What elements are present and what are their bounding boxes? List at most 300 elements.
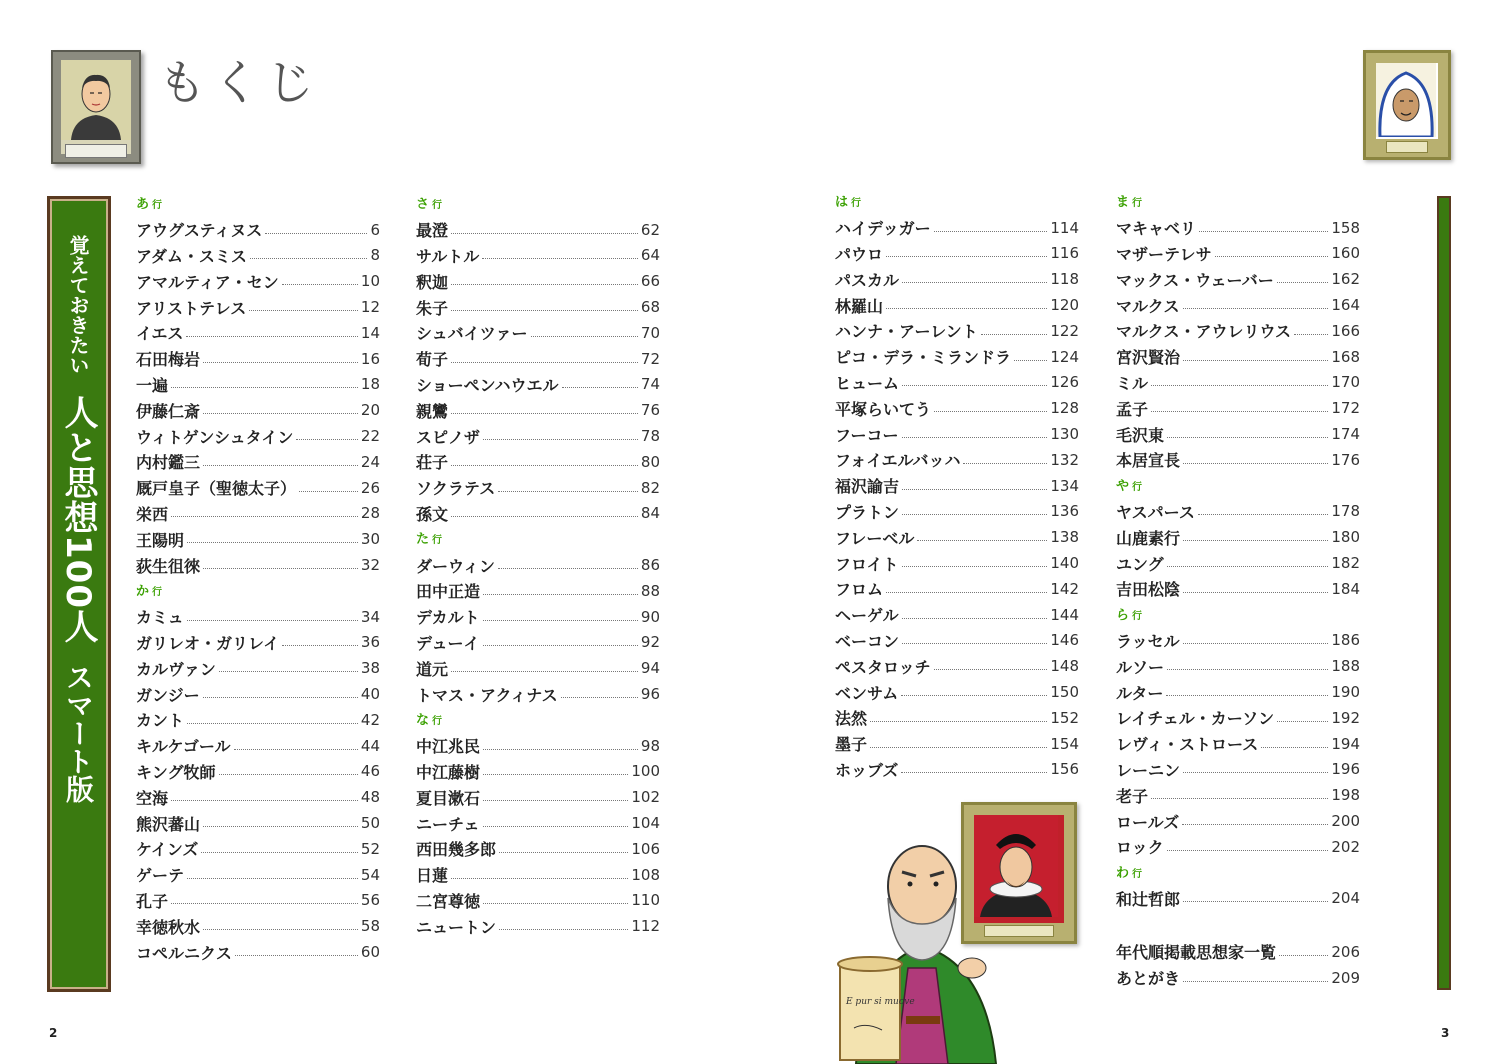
toc-entry[interactable] (835, 576, 1079, 602)
toc-entry[interactable] (416, 836, 660, 862)
toc-entry-page: 140 (1050, 554, 1079, 573)
toc-entry[interactable] (1116, 705, 1360, 731)
toc-entry-name: 毛沢東 (1116, 425, 1165, 445)
toc-entry[interactable] (136, 243, 380, 269)
toc-entry-name: フレーベル (835, 528, 915, 548)
toc-entry-page: 12 (360, 298, 380, 317)
toc-entry-name: ロールズ (1116, 812, 1180, 832)
toc-entry[interactable] (416, 810, 660, 836)
kana-group-suffix: 行 (432, 200, 443, 211)
toc-entry-page: 182 (1331, 554, 1360, 573)
dot-leader (483, 773, 628, 775)
toc-entry-page: 112 (631, 917, 660, 936)
toc-entry[interactable] (416, 320, 660, 346)
toc-entry-page: 64 (640, 246, 660, 265)
toc-entry[interactable] (136, 268, 380, 294)
toc-entry[interactable] (835, 757, 1079, 783)
dot-leader (451, 232, 638, 234)
dot-leader (1151, 384, 1328, 386)
toc-entry-name: 夏目漱石 (416, 788, 481, 808)
book-title-text (54, 235, 104, 803)
toc-entry[interactable] (1116, 292, 1360, 318)
toc-entry-name: ホッブズ (835, 760, 899, 780)
toc-entry-name: カルヴァン (136, 659, 216, 679)
kana-group-heading (1116, 602, 1360, 628)
toc-entry-name: 熊沢蕃山 (136, 814, 201, 834)
dot-leader (451, 670, 638, 672)
toc-column-4 (1116, 189, 1360, 911)
dot-leader (249, 309, 358, 311)
toc-entry[interactable] (136, 681, 380, 707)
toc-entry-page: 186 (1331, 631, 1360, 650)
toc-entry[interactable] (416, 449, 660, 475)
toc-entry-page: 38 (360, 659, 380, 678)
toc-entry[interactable] (416, 655, 660, 681)
toc-entry-page: 44 (360, 736, 380, 755)
toc-entry[interactable] (136, 655, 380, 681)
toc-column-2 (416, 191, 660, 939)
toc-entry-name: ニーチェ (416, 814, 480, 834)
toc-entry-page: 66 (640, 272, 660, 291)
toc-entry[interactable] (416, 604, 660, 630)
toc-entry-name: ロック (1116, 838, 1164, 858)
kana-group-letter: た (416, 532, 430, 548)
toc-entry[interactable] (1116, 421, 1360, 447)
dot-leader (886, 255, 1047, 257)
dot-leader (1014, 359, 1047, 361)
kana-group-heading (416, 191, 660, 217)
kana-group-heading (835, 189, 1079, 215)
toc-entry[interactable] (416, 423, 660, 449)
toc-entry-page: 156 (1050, 760, 1079, 779)
dot-leader (870, 720, 1047, 722)
toc-entry[interactable] (416, 346, 660, 372)
toc-entry-name: サルトル (416, 246, 480, 266)
toc-entry-page: 30 (360, 530, 380, 549)
toc-entry-name: フーコー (835, 425, 899, 445)
toc-entry[interactable] (136, 733, 380, 759)
portrait-nameplate (65, 144, 127, 158)
toc-entry-name: 年代順掲載思想家一覧 (1116, 943, 1277, 963)
toc-entry-name: 宮沢賢治 (1116, 348, 1181, 368)
toc-entry[interactable] (416, 733, 660, 759)
toc-entry-name: 内村鑑三 (136, 453, 201, 473)
toc-entry[interactable] (136, 346, 380, 372)
toc-entry-name: マックス・ウェーバー (1116, 270, 1274, 290)
toc-entry-page: 130 (1050, 425, 1079, 444)
toc-entry-name: ガンジー (136, 685, 200, 705)
toc-entry-name: 空海 (136, 788, 169, 808)
toc-entry[interactable] (835, 421, 1079, 447)
toc-entry-page: 114 (1050, 218, 1079, 237)
toc-entry-name: アウグスティヌス (136, 221, 263, 241)
toc-entry[interactable] (1116, 499, 1360, 525)
toc-entry[interactable] (1116, 370, 1360, 396)
toc-entry-name: キング牧師 (136, 762, 216, 782)
dot-leader (902, 565, 1048, 567)
toc-entry[interactable] (136, 526, 380, 552)
toc-entry-page: 56 (360, 891, 380, 910)
toc-entry-page: 194 (1331, 734, 1360, 753)
dot-leader (981, 333, 1048, 335)
toc-entry-page: 74 (640, 375, 660, 394)
toc-entry-page: 98 (640, 736, 660, 755)
toc-entry[interactable] (136, 630, 380, 656)
toc-entry-page: 162 (1331, 270, 1360, 289)
dot-leader (282, 644, 358, 646)
toc-entry-name: 親鸞 (416, 401, 449, 421)
dot-leader (451, 412, 638, 414)
toc-entry[interactable] (416, 888, 660, 914)
toc-entry[interactable] (416, 784, 660, 810)
dot-leader (187, 619, 358, 621)
toc-entry[interactable] (835, 215, 1079, 241)
toc-entry[interactable] (1116, 965, 1360, 991)
toc-entry-page: 96 (640, 685, 660, 704)
toc-entry[interactable] (835, 731, 1079, 757)
toc-entry-page: 16 (360, 349, 380, 368)
toc-entry-name: 日蓮 (416, 866, 449, 886)
toc-entry-name: 山鹿素行 (1116, 528, 1181, 548)
dot-leader (1183, 642, 1329, 644)
toc-entry[interactable] (835, 473, 1079, 499)
toc-entry-name: 田中正造 (416, 582, 481, 602)
toc-entry[interactable] (136, 604, 380, 630)
toc-entry[interactable] (1116, 808, 1360, 834)
toc-entry-name: 林羅山 (835, 296, 884, 316)
toc-entry[interactable] (835, 653, 1079, 679)
toc-entry[interactable] (416, 759, 660, 785)
toc-entry[interactable] (136, 294, 380, 320)
toc-entry-page: 26 (360, 478, 380, 497)
toc-entry-page: 184 (1331, 579, 1360, 598)
toc-entry[interactable] (416, 475, 660, 501)
toc-entry-name: 墨子 (835, 735, 868, 755)
toc-entry-page: 138 (1050, 528, 1079, 547)
kana-group-suffix: 行 (432, 715, 443, 727)
toc-entry[interactable] (835, 370, 1079, 396)
man-portrait-icon (61, 60, 131, 140)
toc-entry[interactable] (1116, 679, 1360, 705)
toc-entry-page: 46 (360, 762, 380, 781)
toc-entry[interactable] (416, 397, 660, 423)
toc-entry-name: 釈迦 (416, 272, 449, 292)
toc-entry-page: 108 (631, 865, 660, 884)
dot-leader (1277, 281, 1329, 283)
dot-leader (201, 851, 358, 853)
toc-entry[interactable] (416, 294, 660, 320)
toc-entry-page: 100 (631, 762, 660, 781)
toc-entry[interactable] (835, 705, 1079, 731)
dot-leader (234, 748, 358, 750)
dot-leader (219, 773, 358, 775)
toc-entry[interactable] (835, 241, 1079, 267)
toc-entry[interactable] (416, 862, 660, 888)
toc-entry[interactable] (136, 217, 380, 243)
toc-entry-name: フロム (835, 580, 884, 600)
toc-entry[interactable] (1116, 628, 1360, 654)
dot-leader (1199, 230, 1328, 232)
dot-leader (171, 902, 358, 904)
toc-entry[interactable] (136, 939, 380, 965)
dot-leader (296, 438, 358, 440)
kana-group-heading (1116, 189, 1360, 215)
dot-leader (483, 748, 638, 750)
toc-entry[interactable] (1116, 266, 1360, 292)
toc-entry-page: 50 (360, 814, 380, 833)
toc-entry-page: 88 (640, 581, 660, 600)
toc-entry-page: 36 (360, 633, 380, 652)
toc-entry-name: スピノザ (416, 427, 480, 447)
kana-group-heading (136, 578, 380, 604)
toc-entry-page: 166 (1331, 321, 1360, 340)
toc-entry-name: 孫文 (416, 504, 449, 524)
kana-group-letter: な (416, 712, 430, 728)
dot-leader (870, 746, 1047, 748)
toc-entry[interactable] (136, 397, 380, 423)
toc-entry[interactable] (416, 630, 660, 656)
toc-column-1 (136, 191, 380, 965)
toc-entry-name: 中江藤樹 (416, 762, 481, 782)
kana-group-suffix: 行 (1132, 198, 1143, 209)
toc-entry-name: ヤスパース (1116, 502, 1195, 522)
toc-entry-page: 8 (370, 246, 380, 265)
kana-group-letter: わ (1116, 865, 1130, 881)
decorative-side-bar (1437, 196, 1451, 990)
toc-entry[interactable] (416, 217, 660, 243)
toc-entry-name: 和辻哲郎 (1116, 889, 1181, 909)
toc-entry-page: 150 (1050, 683, 1079, 702)
toc-entry[interactable] (1116, 215, 1360, 241)
toc-entry-name: ミル (1116, 373, 1149, 393)
dot-leader (451, 361, 638, 363)
toc-entry[interactable] (136, 320, 380, 346)
toc-entry-name: ショーペンハウエル (416, 375, 559, 395)
dot-leader (934, 668, 1048, 670)
toc-entry[interactable] (416, 243, 660, 269)
kana-group-heading (136, 191, 380, 217)
dot-leader (483, 593, 638, 595)
toc-entry[interactable] (416, 913, 660, 939)
toc-entry-page: 196 (1331, 760, 1360, 779)
toc-entry-page: 188 (1331, 657, 1360, 676)
toc-entry-name: 孔子 (136, 891, 169, 911)
toc-entry[interactable] (136, 810, 380, 836)
toc-entry[interactable] (835, 602, 1079, 628)
toc-entry-page: 6 (370, 220, 380, 239)
dot-leader (901, 694, 1047, 696)
toc-entry-name: プラトン (835, 502, 900, 522)
toc-entry[interactable] (1116, 886, 1360, 912)
toc-entry-page: 178 (1331, 502, 1360, 521)
dot-leader (451, 877, 628, 879)
toc-entry[interactable] (1116, 524, 1360, 550)
page-title: もくじ (158, 55, 321, 111)
dot-leader (1215, 255, 1329, 257)
dot-leader (1151, 410, 1328, 412)
kana-group-letter: か (136, 583, 150, 599)
toc-entry-page: 48 (360, 788, 380, 807)
toc-entry-page: 142 (1050, 579, 1079, 598)
toc-entry[interactable] (835, 628, 1079, 654)
toc-entry[interactable] (1116, 241, 1360, 267)
toc-entry-name: ユング (1116, 554, 1164, 574)
kana-group-letter: ら (1116, 607, 1130, 623)
dot-leader (498, 567, 638, 569)
toc-entry-name: 厩戸皇子（聖徳太子） (136, 479, 297, 499)
toc-entry[interactable] (1116, 757, 1360, 783)
toc-entry[interactable] (835, 344, 1079, 370)
toc-entry-name: ハイデッガー (835, 219, 931, 239)
toc-entry[interactable] (136, 759, 380, 785)
toc-entry[interactable] (136, 552, 380, 578)
toc-entry-name: 荻生徂徠 (136, 556, 201, 576)
toc-entry-name: 荘子 (416, 453, 449, 473)
toc-entry[interactable] (1116, 653, 1360, 679)
toc-entry[interactable] (1116, 395, 1360, 421)
dot-leader (451, 309, 638, 311)
dot-leader (1183, 359, 1328, 361)
portrait-frame-right (1363, 50, 1451, 160)
toc-entry[interactable] (136, 423, 380, 449)
dot-leader (1261, 746, 1328, 748)
toc-entry-page: 84 (640, 504, 660, 523)
toc-entry-page: 80 (640, 452, 660, 471)
kana-group-letter: さ (416, 197, 430, 212)
toc-entry-page: 24 (360, 452, 380, 471)
toc-entry-name: ラッセル (1116, 631, 1180, 651)
dot-leader (1151, 797, 1328, 799)
dot-leader (561, 696, 638, 698)
toc-entry-page: 164 (1331, 296, 1360, 315)
toc-entry[interactable] (416, 552, 660, 578)
toc-entry-page: 106 (631, 839, 660, 858)
dot-leader (1183, 591, 1328, 593)
kana-group-heading (416, 707, 660, 733)
toc-entry-name: ウィトゲンシュタイン (136, 427, 294, 447)
portrait-frame-left (51, 50, 141, 164)
toc-entry[interactable] (1116, 939, 1360, 965)
toc-entry-name: ガリレオ・ガリレイ (136, 633, 280, 653)
dot-leader (483, 902, 628, 904)
dot-leader (934, 410, 1047, 412)
toc-entry-name: ハンナ・アーレント (835, 322, 978, 342)
toc-entry[interactable] (835, 266, 1079, 292)
toc-entry[interactable] (835, 447, 1079, 473)
toc-entry[interactable] (1116, 344, 1360, 370)
toc-entry-name: 荀子 (416, 350, 449, 370)
toc-entry[interactable] (1116, 731, 1360, 757)
dot-leader (902, 642, 1047, 644)
kana-group-suffix: 行 (1132, 481, 1143, 493)
toc-entry[interactable] (835, 679, 1079, 705)
toc-entry-page: 32 (360, 556, 380, 575)
toc-entry[interactable] (416, 372, 660, 398)
toc-entry-page: 52 (360, 839, 380, 858)
toc-entry-page: 192 (1331, 708, 1360, 727)
toc-entry-page: 28 (360, 504, 380, 523)
book-title-banner (47, 196, 111, 992)
toc-entry[interactable] (835, 550, 1079, 576)
toc-entry[interactable] (136, 501, 380, 527)
toc-entry-name: ベーコン (835, 631, 900, 651)
toc-entry[interactable] (1116, 576, 1360, 602)
toc-entry[interactable] (136, 449, 380, 475)
toc-entry-page: 198 (1331, 786, 1360, 805)
toc-entry-page: 14 (360, 323, 380, 342)
kana-group-letter: は (835, 195, 849, 210)
toc-entry[interactable] (835, 292, 1079, 318)
toc-entry-page: 70 (640, 323, 660, 342)
toc-entry[interactable] (136, 372, 380, 398)
portrait-illustration (61, 60, 131, 154)
toc-entry-page: 180 (1331, 528, 1360, 547)
dot-leader (886, 307, 1047, 309)
dot-leader (902, 436, 1048, 438)
toc-entry-page: 34 (360, 607, 380, 626)
kana-group-letter: や (1116, 478, 1130, 494)
toc-entry-name: 幸徳秋水 (136, 917, 201, 937)
toc-entry[interactable] (416, 268, 660, 294)
toc-entry-name: 本居宣長 (1116, 451, 1181, 471)
toc-entry[interactable] (1116, 550, 1360, 576)
toc-entry[interactable] (416, 578, 660, 604)
toc-entry[interactable] (136, 836, 380, 862)
dot-leader (451, 283, 638, 285)
dot-leader (250, 257, 368, 259)
page-number-right: 3 (1441, 1026, 1450, 1040)
toc-entry-page: 158 (1331, 218, 1360, 237)
toc-entry[interactable] (136, 475, 380, 501)
dot-leader (203, 696, 358, 698)
toc-entry-name: 伊藤仁斎 (136, 401, 201, 421)
toc-entry[interactable] (1116, 834, 1360, 860)
toc-entry-page: 146 (1050, 631, 1079, 650)
toc-entry[interactable] (416, 681, 660, 707)
banner-subtitle: 覚えておきたい (66, 235, 90, 375)
toc-entry-page: 170 (1331, 373, 1360, 392)
toc-entry-page: 176 (1331, 450, 1360, 469)
toc-entry-name: 一遍 (136, 375, 169, 395)
dot-leader (1182, 823, 1328, 825)
toc-entry[interactable] (136, 862, 380, 888)
dot-leader (1167, 565, 1329, 567)
toc-entry[interactable] (835, 318, 1079, 344)
toc-entry[interactable] (1116, 782, 1360, 808)
toc-entry[interactable] (835, 524, 1079, 550)
toc-entry-page: 110 (631, 891, 660, 910)
toc-entry-page: 62 (640, 220, 660, 239)
kana-group-suffix: 行 (851, 198, 862, 209)
toc-entry[interactable] (835, 499, 1079, 525)
toc-entry[interactable] (136, 707, 380, 733)
dot-leader (934, 230, 1048, 232)
scroll-inscription: E pur si muove (846, 997, 915, 1007)
dot-leader (219, 670, 358, 672)
toc-entry-name: 王陽明 (136, 530, 185, 550)
toc-entry[interactable] (136, 784, 380, 810)
nun-portrait-icon (1376, 63, 1436, 137)
toc-entry[interactable] (1116, 318, 1360, 344)
toc-entry[interactable] (1116, 447, 1360, 473)
toc-entry-name: あとがき (1116, 969, 1181, 989)
toc-entry[interactable] (416, 501, 660, 527)
toc-entry[interactable] (136, 888, 380, 914)
toc-entry-name: 栄西 (136, 504, 169, 524)
toc-entry[interactable] (835, 395, 1079, 421)
toc-entry[interactable] (136, 913, 380, 939)
toc-column-3 (835, 189, 1079, 782)
